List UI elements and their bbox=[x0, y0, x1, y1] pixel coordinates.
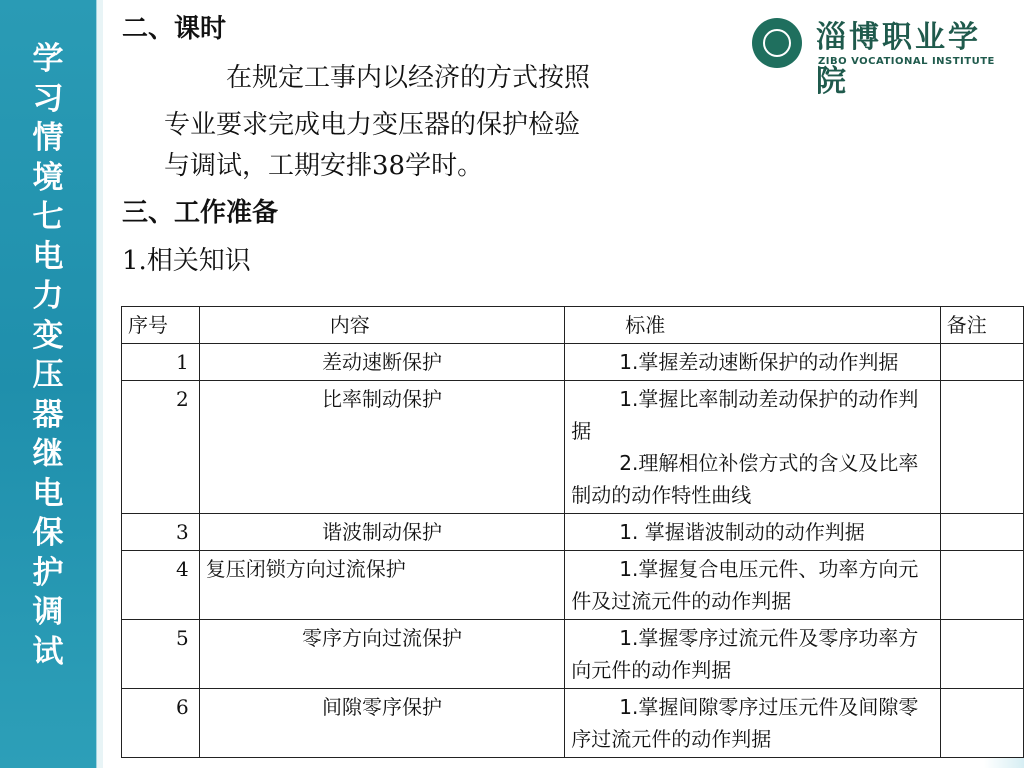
vertical-title-char: 学 bbox=[32, 41, 64, 77]
table-row bbox=[122, 689, 1024, 758]
subsection-related-knowledge: 1.相关知识 bbox=[122, 246, 251, 276]
vertical-title-char: 继 bbox=[32, 436, 64, 472]
vertical-title-char: 习 bbox=[32, 80, 64, 117]
section2-line1: 在规定工事内以经济的方式按照 bbox=[226, 63, 591, 93]
row-standard bbox=[565, 344, 941, 381]
section3-heading: 三、工作准备 bbox=[122, 198, 279, 228]
row-number: 5 bbox=[122, 620, 200, 689]
vertical-title-char: 情 bbox=[32, 120, 64, 156]
row-standard bbox=[565, 514, 941, 551]
row-content: 差动速断保护 bbox=[199, 344, 565, 381]
sidebar-divider bbox=[96, 0, 103, 768]
row-standard bbox=[565, 689, 941, 758]
row-content: 谐波制动保护 bbox=[199, 514, 565, 551]
table-row bbox=[122, 514, 1024, 551]
vertical-title-char: 调 bbox=[32, 594, 64, 630]
vertical-title-char: 七 bbox=[32, 199, 64, 235]
table-header-row bbox=[122, 307, 1024, 344]
vertical-title-char: 试 bbox=[32, 633, 64, 670]
vertical-title-char: 电 bbox=[32, 475, 64, 512]
institute-logo bbox=[752, 12, 1012, 99]
row-number: 2 bbox=[122, 381, 200, 514]
row-content: 比率制动保护 bbox=[199, 381, 565, 514]
row-content: 零序方向过流保护 bbox=[199, 620, 565, 689]
section2-heading: 二、课时 bbox=[122, 14, 227, 44]
row-number: 4 bbox=[122, 551, 200, 620]
row-content: 间隙零序保护 bbox=[199, 689, 565, 758]
row-note bbox=[940, 514, 1023, 551]
row-standard bbox=[565, 620, 941, 689]
vertical-title-char: 电 bbox=[32, 238, 64, 275]
row-number: 1 bbox=[122, 344, 200, 381]
header-standard: 标准 bbox=[565, 307, 941, 344]
row-note bbox=[940, 344, 1023, 381]
section2-line3: 与调试，工期安排38学时。 bbox=[164, 151, 484, 181]
vertical-title-char: 保 bbox=[32, 515, 64, 551]
row-standard bbox=[565, 551, 941, 620]
row-note bbox=[940, 551, 1023, 620]
header-note: 备注 bbox=[940, 307, 1023, 344]
row-note bbox=[940, 620, 1023, 689]
vertical-title-char: 境 bbox=[32, 159, 64, 196]
standard-item: 1.掌握零序过流元件及零序功率方向元件的动作判据 bbox=[571, 626, 919, 682]
row-note bbox=[940, 689, 1023, 758]
table-row bbox=[122, 381, 1024, 514]
standard-item: 1. 掌握谐波制动的动作判据 bbox=[619, 520, 865, 544]
row-note bbox=[940, 381, 1023, 514]
section2-line2: 专业要求完成电力变压器的保护检验 bbox=[164, 110, 581, 140]
header-no: 序号 bbox=[122, 307, 200, 344]
logo-emblem-icon bbox=[752, 18, 802, 68]
standard-item: 1.掌握差动速断保护的动作判据 bbox=[619, 350, 899, 374]
row-content: 复压闭锁方向过流保护 bbox=[199, 551, 565, 620]
vertical-title-char: 压 bbox=[32, 357, 64, 393]
vertical-title-char: 器 bbox=[32, 396, 64, 433]
logo-chinese-name: 淄博职业学院 bbox=[816, 20, 981, 99]
knowledge-table bbox=[121, 306, 1024, 758]
row-number: 6 bbox=[122, 689, 200, 758]
table-row bbox=[122, 620, 1024, 689]
header-content: 内容 bbox=[199, 307, 565, 344]
vertical-title bbox=[20, 40, 76, 672]
standard-item: 1.掌握比率制动差动保护的动作判据 bbox=[571, 387, 919, 443]
standard-item: 1.掌握复合电压元件、功率方向元件及过流元件的动作判据 bbox=[571, 557, 919, 613]
row-standard bbox=[565, 381, 941, 514]
table-row bbox=[122, 344, 1024, 381]
standard-item: 1.掌握间隙零序过压元件及间隙零序过流元件的动作判据 bbox=[571, 695, 919, 751]
vertical-title-char: 变 bbox=[32, 317, 64, 354]
vertical-title-char: 护 bbox=[32, 554, 64, 591]
vertical-title-char: 力 bbox=[32, 278, 64, 314]
logo-english-name: ZIBO VOCATIONAL INSTITUTE bbox=[818, 56, 995, 67]
standard-item: 2.理解相位补偿方式的含义及比率制动的动作特性曲线 bbox=[571, 451, 919, 507]
row-number: 3 bbox=[122, 514, 200, 551]
table-row bbox=[122, 551, 1024, 620]
